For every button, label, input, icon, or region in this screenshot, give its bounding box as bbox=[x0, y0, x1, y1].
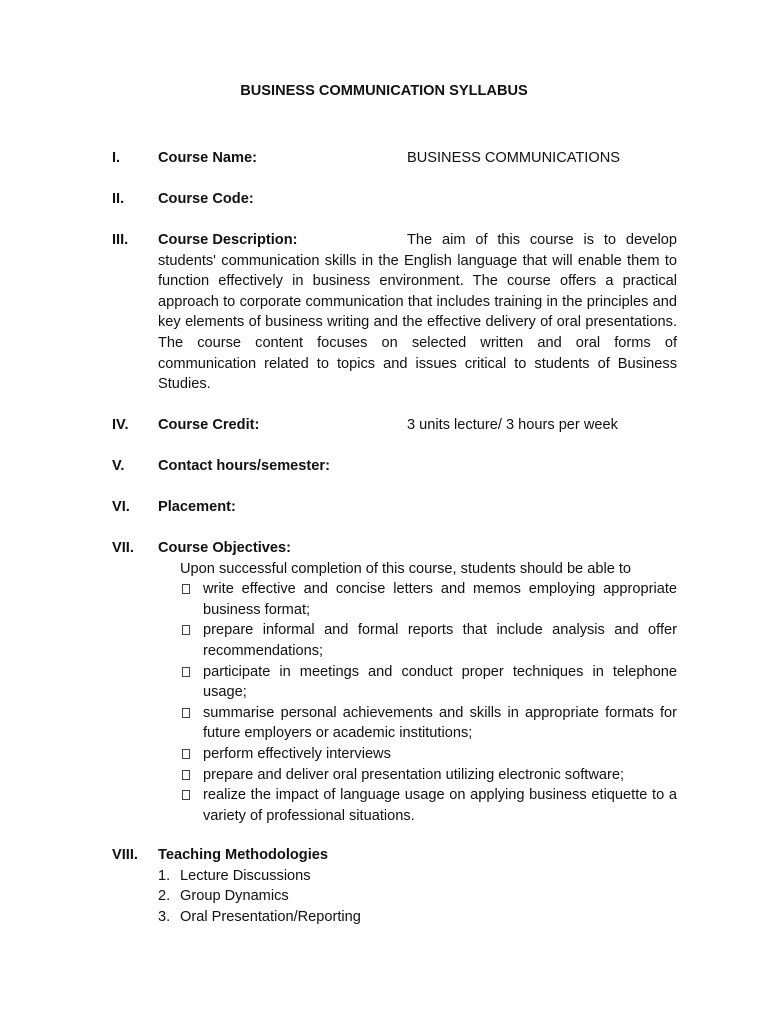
course-name-value: BUSINESS COMMUNICATIONS bbox=[407, 150, 620, 166]
course-credit-value: 3 units lecture/ 3 hours per week bbox=[407, 417, 618, 433]
list-item bbox=[158, 907, 361, 928]
section-label: Course Objectives: bbox=[158, 540, 292, 556]
objective-text: realize the impact of language usage on applying business etiquette to a variety of professional situations. bbox=[203, 787, 677, 824]
section-number: IV. bbox=[112, 417, 129, 433]
section-number: I. bbox=[112, 150, 121, 166]
item-number: 3. bbox=[158, 908, 171, 925]
objective-text: write effective and concise letters and memos employing appropriate business format; bbox=[203, 581, 677, 618]
item-number: 2. bbox=[158, 888, 171, 905]
objective-text: prepare informal and formal reports that include analysis and offer recommendations; bbox=[203, 622, 677, 659]
methodology-text: Group Dynamics bbox=[180, 888, 289, 905]
objectives-list bbox=[180, 579, 677, 826]
section-label: Teaching Methodologies bbox=[158, 847, 328, 863]
list-item bbox=[180, 620, 677, 661]
objective-text: participate in meetings and conduct proper techniques in telephone usage; bbox=[203, 663, 677, 701]
section-label: Course Code: bbox=[158, 191, 254, 207]
section-number: II. bbox=[112, 191, 125, 207]
checkbox-bullet-icon bbox=[182, 708, 190, 718]
objective-text: prepare and deliver oral presentation utilizing electronic software; bbox=[203, 766, 625, 783]
section-label: Course Description: bbox=[158, 232, 298, 248]
document-title: BUSINESS COMMUNICATION SYLLABUS bbox=[240, 83, 528, 99]
section-number: VII. bbox=[112, 540, 134, 556]
section-number: V. bbox=[112, 458, 125, 474]
list-item bbox=[158, 866, 361, 887]
objective-text: perform effectively interviews bbox=[203, 745, 391, 762]
checkbox-bullet-icon bbox=[182, 625, 190, 635]
item-number: 1. bbox=[158, 867, 171, 884]
list-item bbox=[180, 765, 677, 786]
section-number: VIII. bbox=[112, 847, 138, 863]
checkbox-bullet-icon bbox=[182, 584, 190, 594]
list-item bbox=[180, 662, 677, 703]
list-item bbox=[180, 579, 677, 620]
checkbox-bullet-icon bbox=[182, 790, 190, 800]
checkbox-bullet-icon bbox=[182, 667, 190, 677]
list-item bbox=[180, 785, 677, 826]
section-label: Placement: bbox=[158, 499, 236, 515]
list-item bbox=[180, 744, 677, 765]
course-description-text: The aim of this course is to develop students' communication skills in the English language that will enable them to function effectively in business environment. The course offers a practical approach to corporate communication that includes training in the principles and key elements of business writing and the effective delivery of oral presentations. The course content focuses on selected written and oral forms of communication related to topics and issues critical to students of Business Studies. bbox=[158, 232, 677, 393]
list-item bbox=[180, 703, 677, 744]
methodology-text: Lecture Discussions bbox=[180, 867, 311, 884]
methodology-text: Oral Presentation/Reporting bbox=[180, 908, 361, 925]
objective-text: summarise personal achievements and skills in appropriate formats for future employers or academic institutions; bbox=[203, 704, 677, 742]
section-number: VI. bbox=[112, 499, 130, 515]
list-item bbox=[158, 886, 361, 907]
section-label: Course Credit: bbox=[158, 417, 260, 433]
section-label: Contact hours/semester: bbox=[158, 458, 330, 474]
checkbox-bullet-icon bbox=[182, 749, 190, 759]
section-number: III. bbox=[112, 232, 129, 248]
methodologies-list bbox=[158, 866, 361, 928]
section-label: Course Name: bbox=[158, 150, 257, 166]
checkbox-bullet-icon bbox=[182, 770, 190, 780]
objectives-intro: Upon successful completion of this course, students should be able to bbox=[180, 560, 632, 577]
